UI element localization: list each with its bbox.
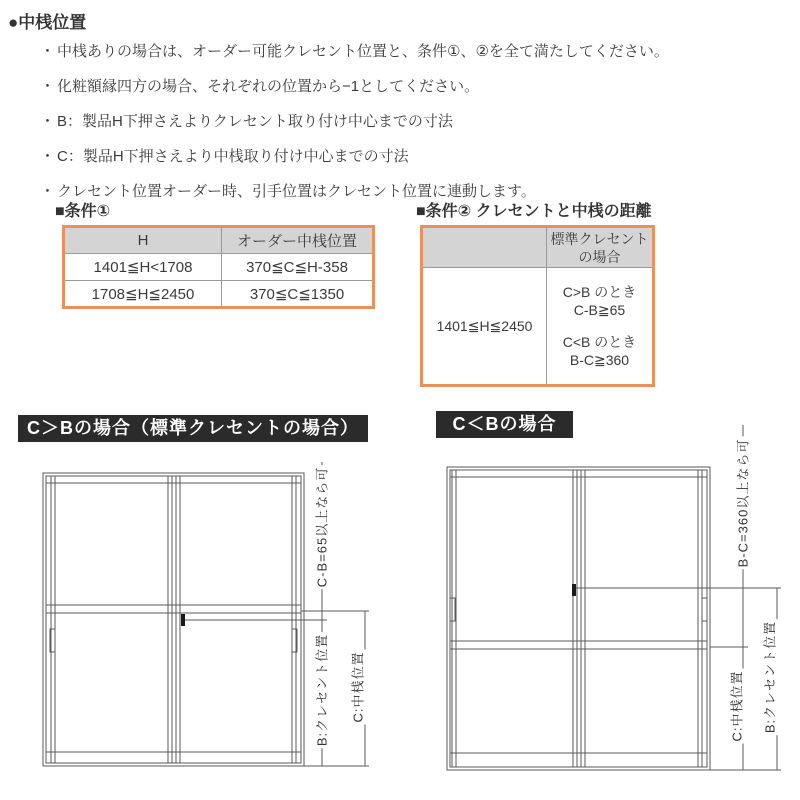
crescent-lock-mark [572, 584, 576, 596]
diagram-right-header: C＜Bの場合 [436, 411, 573, 438]
diagram-left-header: C＞Bの場合（標準クレセントの場合） [18, 415, 368, 442]
note-text: C：製品H下押さえより中桟取り付け中心までの寸法 [57, 148, 409, 165]
header-line: 標準クレセント [550, 230, 649, 247]
h-range-cell: 1401≦H<1708 [64, 254, 222, 281]
middle-rail [450, 641, 707, 649]
dimension-lines-left [185, 462, 369, 766]
window-inner-frame [450, 470, 707, 767]
case2-rule: B-C≧360 [569, 352, 630, 368]
dim-label-crescent-right: B:クレセント位置 [762, 620, 778, 734]
note-item [40, 40, 669, 61]
condition1-col2-header: オーダー中桟位置 [222, 227, 374, 254]
spacer [547, 319, 652, 333]
bullet-icon: ・ [40, 113, 56, 130]
note-text: B：製品H下押さえよりクレセント取り付け中心までの寸法 [57, 113, 453, 130]
bullet-icon: ・ [40, 183, 56, 200]
bullet-icon: ・ [40, 78, 56, 95]
page-title: ●中桟位置 [8, 13, 87, 32]
condition1-title: ■条件① [55, 203, 111, 220]
sash-stiles [452, 470, 702, 767]
condition2-title: ■条件② クレセントと中桟の距離 [416, 203, 652, 220]
order-position-cell: 370≦C≦H-358 [222, 254, 374, 281]
sash-top-bottom-rails [46, 483, 301, 752]
extension-lines [576, 588, 781, 770]
condition1-table [62, 225, 375, 309]
note-item [40, 75, 669, 96]
window-outer-frame [447, 467, 710, 770]
dim-label-gap-left: C-B=65以上なら可 [314, 466, 330, 588]
note-text: 化粧額縁四方の場合、それぞれの位置から−1としてください。 [57, 78, 480, 95]
window-drawing-right [447, 467, 710, 770]
pull-handle-right [702, 598, 707, 621]
window-diagrams [0, 400, 800, 800]
note-text: クレセント位置オーダー時、引手位置はクレセント位置に連動します。 [57, 183, 536, 200]
case2-condition: C<B のとき [562, 334, 637, 350]
dim-label-rail-left: C:中桟位置 [350, 651, 366, 723]
table-row [64, 254, 374, 281]
header-line: の場合 [578, 248, 621, 265]
extension-lines [185, 611, 369, 766]
condition2-table [420, 225, 655, 387]
note-item [40, 145, 669, 166]
case1-condition: C>B のとき [562, 284, 637, 300]
middle-rail [46, 605, 301, 613]
note-item [40, 110, 669, 131]
notes-list [40, 40, 669, 215]
table-row [422, 268, 654, 386]
condition1-col1-header: H [64, 227, 222, 254]
order-position-cell: 370≦C≦1350 [222, 281, 374, 308]
h-range-cell: 1401≦H≦2450 [422, 268, 547, 386]
condition2-col2-header [547, 227, 654, 268]
note-text: 中桟ありの場合は、オーダー可能クレセント位置と、条件①、②を全て満たしてください。 [57, 43, 669, 60]
sash-top-bottom-rails [450, 477, 707, 753]
bullet-icon: ・ [40, 148, 56, 165]
dim-label-crescent-left: B:クレセント位置 [314, 633, 330, 747]
dim-label-rail-right: C:中桟位置 [729, 670, 745, 742]
table-row [64, 281, 374, 308]
crescent-lock-mark [181, 614, 185, 626]
case1-rule: C-B≧65 [573, 302, 626, 318]
h-range-cell: 1708≦H≦2450 [64, 281, 222, 308]
condition2-col1-header [422, 227, 547, 268]
distance-rules-cell [547, 268, 654, 386]
dim-label-gap-right: B-C=360以上なら可 [735, 438, 751, 568]
bullet-icon: ・ [40, 43, 56, 60]
